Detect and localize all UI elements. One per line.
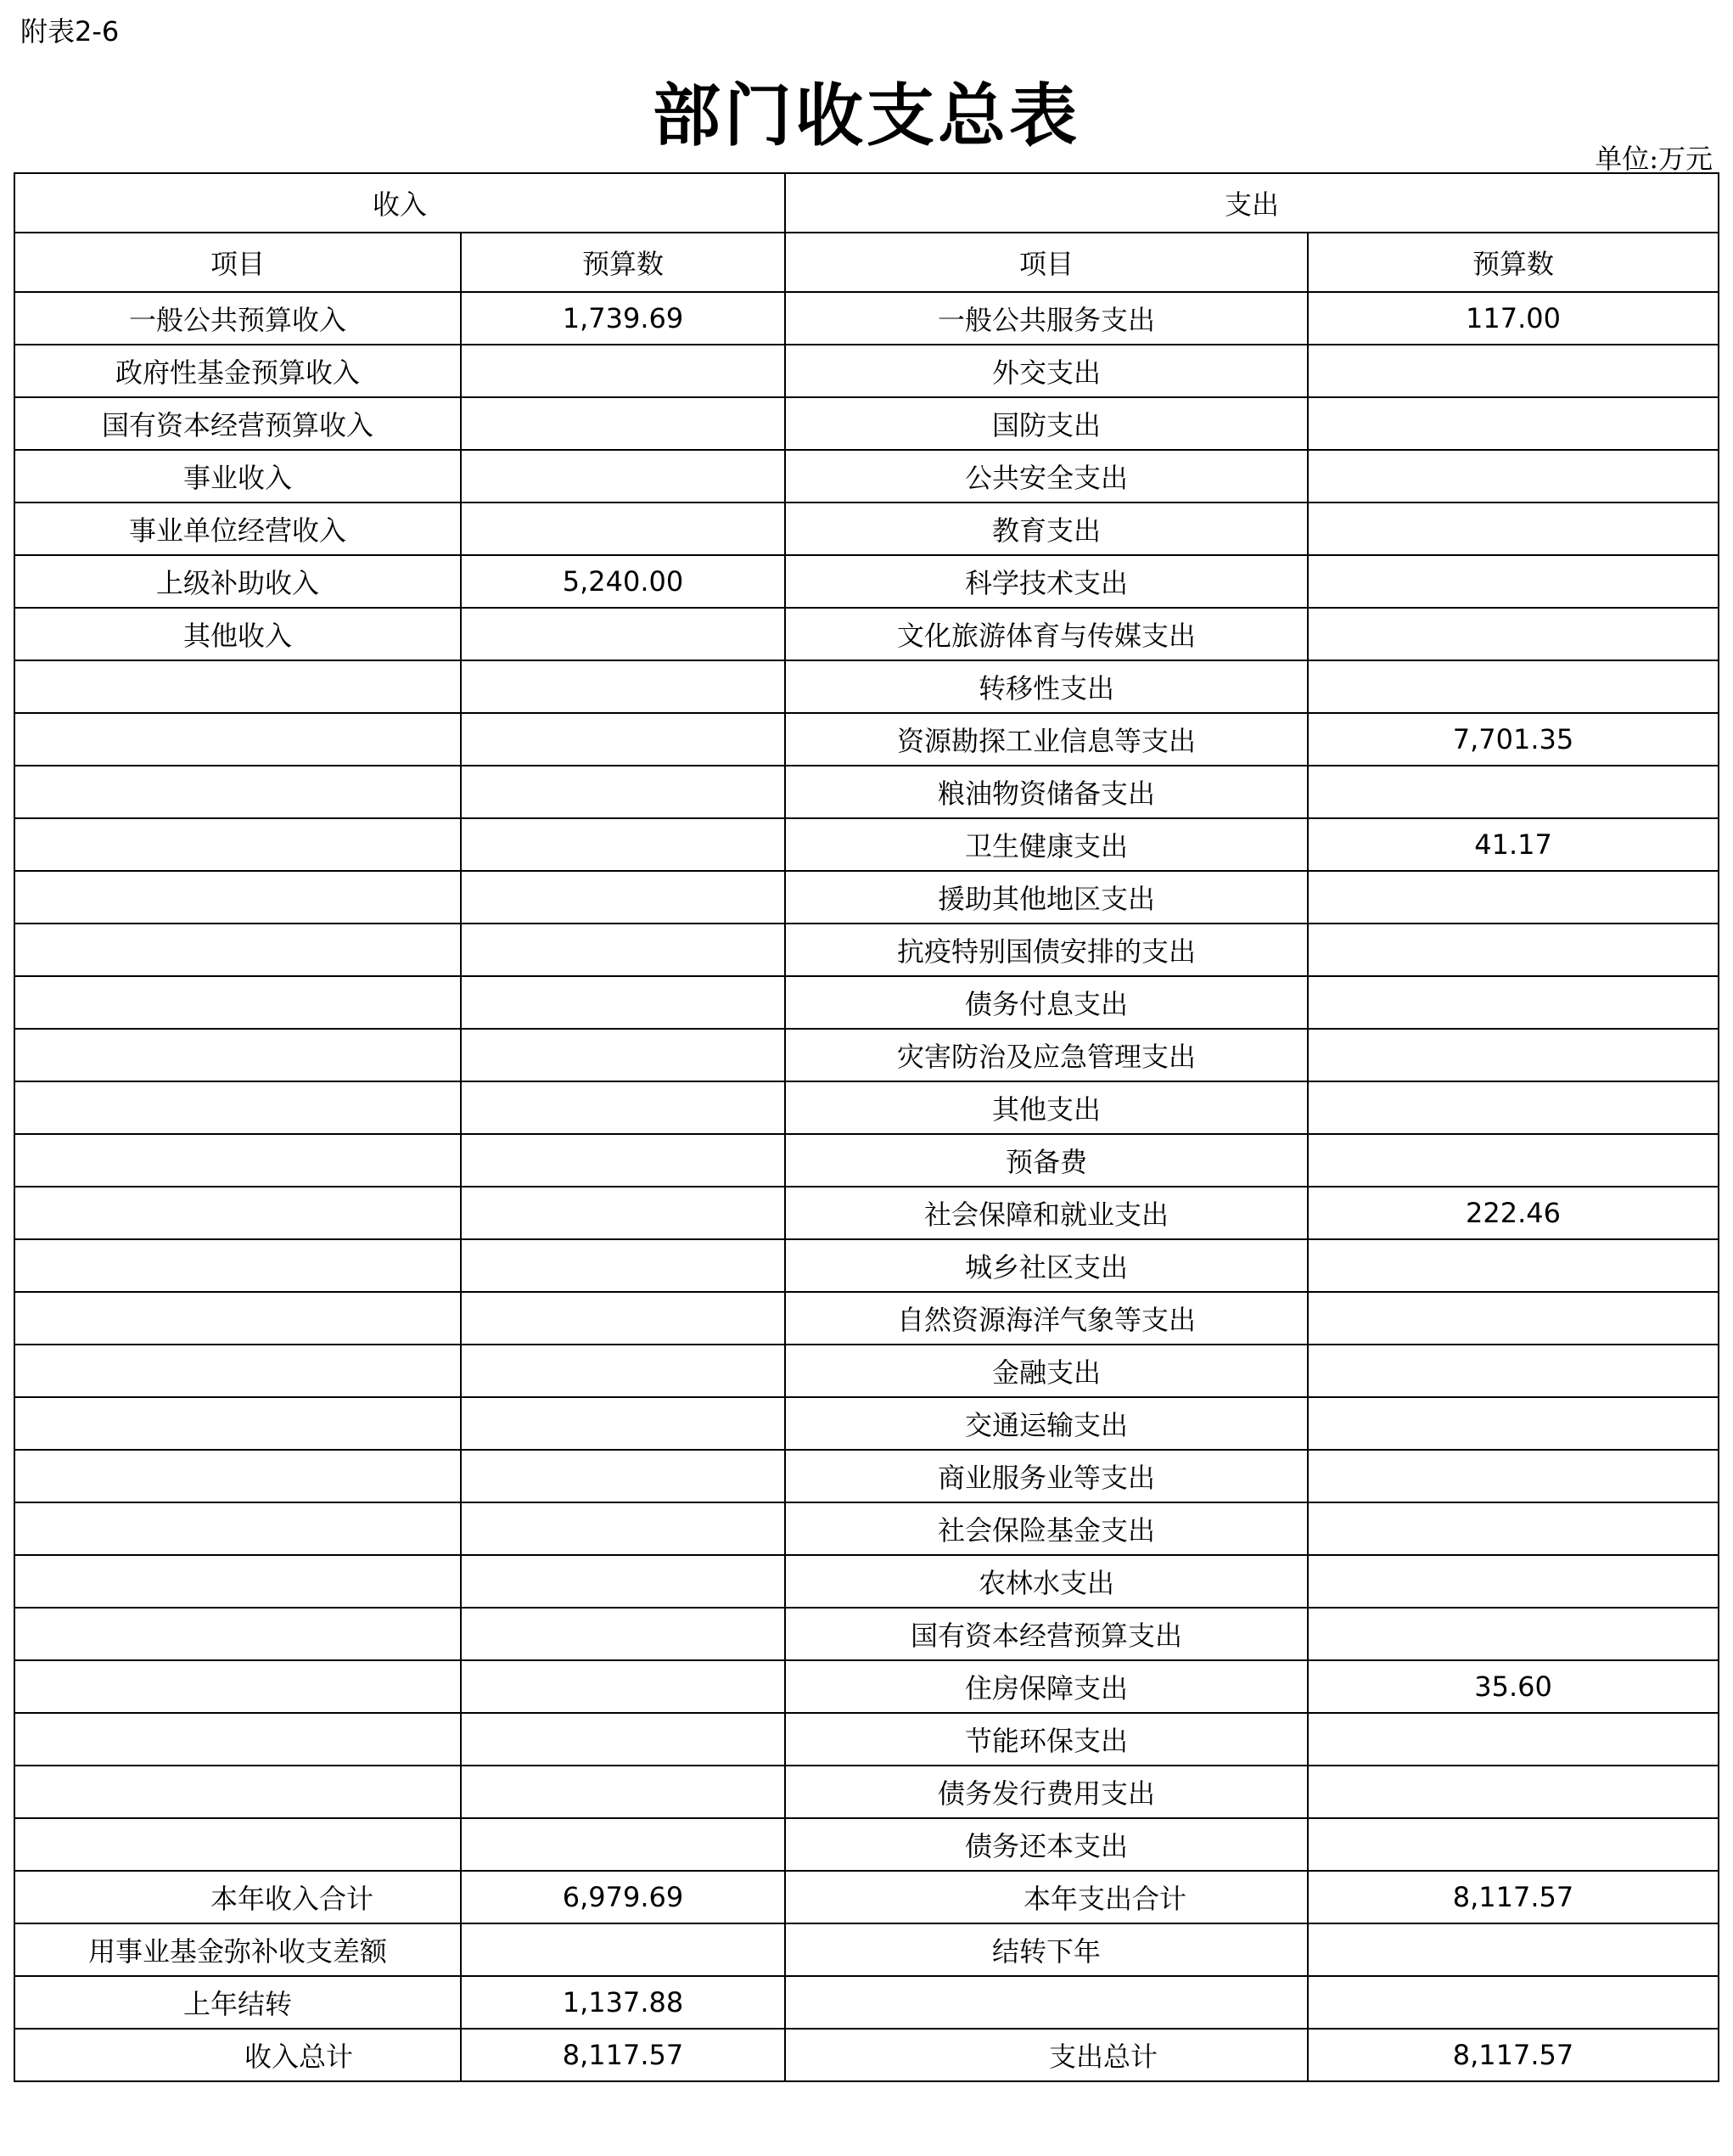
income-value-cell [461,503,785,555]
income-value-cell [461,345,785,397]
expense-value-cell: 41.17 [1308,818,1719,871]
expense-value-cell [1308,976,1719,1029]
income-value-cell: 1,739.69 [461,292,785,345]
income-value-cell [461,1292,785,1345]
expense-value-cell: 222.46 [1308,1187,1719,1239]
expense-value-cell [1308,1502,1719,1555]
income-item-cell [14,713,461,766]
income-item-cell [14,1555,461,1608]
table-row [14,555,1719,608]
expense-value-cell [1308,660,1719,713]
expense-value-cell [1308,345,1719,397]
income-item-cell [14,1029,461,1081]
expense-value-cell [1308,503,1719,555]
expense-value-cell: 35.60 [1308,1660,1719,1713]
expense-item-cell: 粮油物资储备支出 [785,766,1308,818]
expense-value-cell [1308,1713,1719,1766]
table-row [14,1555,1719,1608]
page-title: 部门收支总表 [653,76,1080,155]
income-item-cell [14,1081,461,1134]
expense-item-cell: 社会保险基金支出 [785,1502,1308,1555]
year-expense-value: 8,117.57 [1308,1871,1719,1923]
expense-value-cell [1308,1766,1719,1818]
table-row [14,1397,1719,1450]
total-expense-value: 8,117.57 [1308,2029,1719,2081]
income-section-header: 收入 [14,173,785,233]
expense-value-cell [1308,1134,1719,1187]
fund-row [14,1923,1719,1976]
expense-item-cell: 商业服务业等支出 [785,1450,1308,1502]
expense-value-cell [1308,924,1719,976]
expense-value-cell [1308,766,1719,818]
expense-item-cell: 社会保障和就业支出 [785,1187,1308,1239]
table-row [14,1713,1719,1766]
expense-item-cell: 资源勘探工业信息等支出 [785,713,1308,766]
income-value-cell [461,818,785,871]
expense-item-cell: 灾害防治及应急管理支出 [785,1029,1308,1081]
total-income-value: 8,117.57 [461,2029,785,2081]
year-total-row [14,1871,1719,1923]
expense-value-cell: 117.00 [1308,292,1719,345]
table-row [14,1818,1719,1871]
income-item-header: 项目 [14,233,461,292]
income-value-cell [461,608,785,660]
income-item-cell: 政府性基金预算收入 [14,345,461,397]
table-row [14,1081,1719,1134]
income-value-cell [461,1608,785,1660]
expense-value-cell: 7,701.35 [1308,713,1719,766]
income-item-cell: 事业收入 [14,450,461,503]
carry-forward-next-label: 结转下年 [785,1923,1308,1976]
income-item-cell [14,1187,461,1239]
expense-item-cell: 抗疫特别国债安排的支出 [785,924,1308,976]
expense-item-cell: 债务还本支出 [785,1818,1308,1871]
expense-item-cell: 教育支出 [785,503,1308,555]
income-value-cell [461,1134,785,1187]
expense-value-cell [1308,1239,1719,1292]
year-income-value: 6,979.69 [461,1871,785,1923]
table-row [14,976,1719,1029]
empty-cell [785,1976,1308,2029]
expense-value-cell [1308,871,1719,924]
expense-item-cell: 国有资本经营预算支出 [785,1608,1308,1660]
expense-item-cell: 一般公共服务支出 [785,292,1308,345]
table-row [14,1029,1719,1081]
table-row [14,766,1719,818]
section-header-row [14,173,1719,233]
expense-item-cell: 交通运输支出 [785,1397,1308,1450]
income-item-cell [14,1134,461,1187]
last-year-row [14,1976,1719,2029]
income-item-cell [14,1660,461,1713]
expense-item-cell: 住房保障支出 [785,1660,1308,1713]
income-expense-table [14,172,1719,2082]
expense-item-cell: 债务付息支出 [785,976,1308,1029]
expense-item-cell: 国防支出 [785,397,1308,450]
expense-item-cell: 转移性支出 [785,660,1308,713]
expense-item-cell: 外交支出 [785,345,1308,397]
income-value-cell [461,1555,785,1608]
income-item-cell [14,1397,461,1450]
table-row [14,608,1719,660]
table-row [14,1766,1719,1818]
income-item-cell [14,660,461,713]
income-value-cell [461,1187,785,1239]
last-year-value: 1,137.88 [461,1976,785,2029]
expense-value-cell [1308,450,1719,503]
income-item-cell: 其他收入 [14,608,461,660]
income-value-cell [461,1345,785,1397]
expense-value-cell [1308,1818,1719,1871]
attachment-label: 附表2-6 [20,15,120,48]
expense-item-cell: 债务发行费用支出 [785,1766,1308,1818]
income-value-cell [461,1660,785,1713]
expense-item-cell: 公共安全支出 [785,450,1308,503]
expense-value-cell [1308,397,1719,450]
income-value-cell [461,1239,785,1292]
carry-forward-next-value [1308,1923,1719,1976]
expense-item-cell: 农林水支出 [785,1555,1308,1608]
total-income-label: 收入总计 [14,2029,461,2081]
income-item-cell [14,1450,461,1502]
expense-item-cell: 预备费 [785,1134,1308,1187]
table-row [14,1345,1719,1397]
income-item-cell [14,1713,461,1766]
income-value-cell [461,766,785,818]
income-value-cell [461,1818,785,1871]
income-value-cell [461,924,785,976]
income-item-cell [14,1818,461,1871]
table-row [14,503,1719,555]
income-item-cell: 一般公共预算收入 [14,292,461,345]
income-value-cell [461,1766,785,1818]
column-header-row [14,233,1719,292]
table-row [14,924,1719,976]
expense-value-cell [1308,555,1719,608]
income-value-cell [461,397,785,450]
income-item-cell [14,818,461,871]
income-item-cell [14,1239,461,1292]
expense-value-cell [1308,1081,1719,1134]
year-expense-label: 本年支出合计 [785,1871,1308,1923]
table-row [14,292,1719,345]
income-budget-header: 预算数 [461,233,785,292]
income-item-cell [14,1292,461,1345]
expense-value-cell [1308,1555,1719,1608]
table-row [14,450,1719,503]
income-item-cell [14,1502,461,1555]
expense-value-cell [1308,1292,1719,1345]
income-value-cell [461,713,785,766]
income-value-cell [461,871,785,924]
income-value-cell: 5,240.00 [461,555,785,608]
unit-label: 单位:万元 [1595,143,1713,175]
table-row [14,1239,1719,1292]
income-value-cell [461,1081,785,1134]
fund-label: 用事业基金弥补收支差额 [14,1923,461,1976]
table-row [14,1450,1719,1502]
expense-value-cell [1308,1608,1719,1660]
expense-item-cell: 援助其他地区支出 [785,871,1308,924]
expense-value-cell [1308,608,1719,660]
income-item-cell [14,871,461,924]
income-item-cell: 上级补助收入 [14,555,461,608]
income-value-cell [461,1397,785,1450]
income-value-cell [461,1713,785,1766]
expense-item-cell: 城乡社区支出 [785,1239,1308,1292]
income-value-cell [461,450,785,503]
table-row [14,818,1719,871]
table-row [14,1134,1719,1187]
last-year-label: 上年结转 [14,1976,461,2029]
expense-section-header: 支出 [785,173,1719,233]
table-row [14,1660,1719,1713]
table-row [14,1187,1719,1239]
expense-value-cell [1308,1450,1719,1502]
table-row [14,713,1719,766]
expense-item-cell: 自然资源海洋气象等支出 [785,1292,1308,1345]
expense-item-cell: 金融支出 [785,1345,1308,1397]
income-value-cell [461,660,785,713]
income-value-cell [461,1029,785,1081]
table-row [14,1608,1719,1660]
expense-value-cell [1308,1345,1719,1397]
income-item-cell: 国有资本经营预算收入 [14,397,461,450]
total-expense-label: 支出总计 [785,2029,1308,2081]
income-item-cell [14,976,461,1029]
income-item-cell [14,1345,461,1397]
income-item-cell [14,766,461,818]
empty-cell [1308,1976,1719,2029]
income-value-cell [461,1502,785,1555]
table-row [14,1502,1719,1555]
fund-value [461,1923,785,1976]
table-row [14,1292,1719,1345]
table-row [14,397,1719,450]
expense-value-cell [1308,1029,1719,1081]
expense-item-cell: 卫生健康支出 [785,818,1308,871]
expense-budget-header: 预算数 [1308,233,1719,292]
grand-total-row [14,2029,1719,2081]
income-item-cell: 事业单位经营收入 [14,503,461,555]
income-item-cell [14,1608,461,1660]
table-row [14,660,1719,713]
expense-item-cell: 科学技术支出 [785,555,1308,608]
expense-item-cell: 文化旅游体育与传媒支出 [785,608,1308,660]
year-income-label: 本年收入合计 [14,1871,461,1923]
income-item-cell [14,1766,461,1818]
expense-item-cell: 其他支出 [785,1081,1308,1134]
income-item-cell [14,924,461,976]
expense-value-cell [1308,1397,1719,1450]
income-value-cell [461,1450,785,1502]
table-row [14,871,1719,924]
table-row [14,345,1719,397]
expense-item-header: 项目 [785,233,1308,292]
expense-item-cell: 节能环保支出 [785,1713,1308,1766]
income-value-cell [461,976,785,1029]
